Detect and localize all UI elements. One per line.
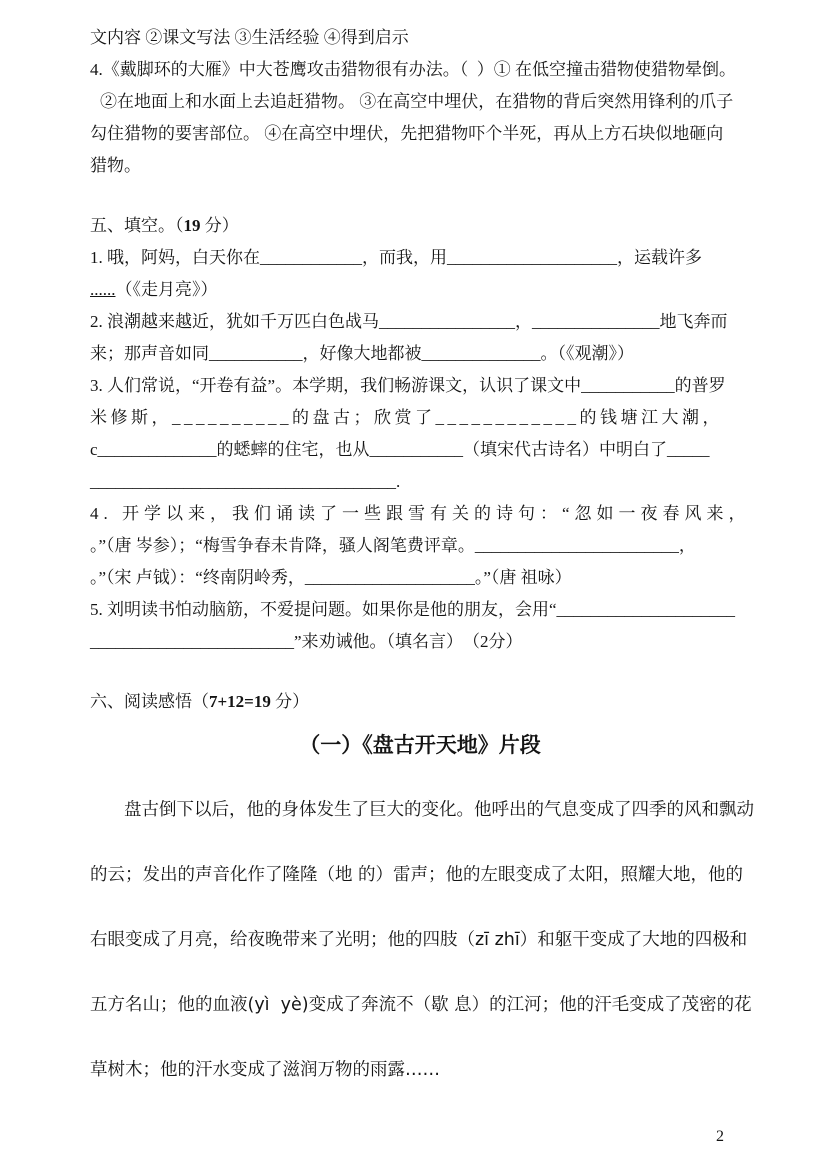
lead-line: 文内容 ②课文写法 ③生活经验 ④得到启示	[90, 28, 409, 47]
passage-line-1: 盘古倒下以后，他的身体发生了巨大的变化。他呼出的气息变成了四季的风和飘动	[124, 800, 754, 820]
fill-blank-q3-line2: 米修斯，__________的盘古；欣赏了____________的钱塘江大潮，	[90, 408, 723, 427]
fill-blank-q4-line2: 。”（唐 岑参）；“梅雪争春未肯降，骚人阁笔费评章。________________________，	[90, 536, 696, 555]
page-content	[90, 22, 754, 1103]
section6-score: 7+12=19	[209, 692, 271, 711]
fill-blank-q5-line1: 5. 刘明读书怕动脑筋，不爱提问题。如果你是他的朋友，会用“_____________________	[90, 600, 736, 619]
q1-ellipsis-blank: ......	[90, 280, 116, 299]
section5-title	[90, 210, 750, 242]
passage-line-3: 右眼变成了月亮，给夜晚带来了光明；他的四肢（zī zhī）和躯干变成了大地的四极和	[90, 930, 748, 950]
question4-line-4: 猎物。	[90, 156, 141, 175]
fill-blank-q5-line2: ________________________”来劝诫他。（填名言） （2分）	[90, 632, 523, 651]
fill-blank-q3-line4: ____________________________________.	[90, 472, 401, 491]
fill-blank-q1-line1: 1. 哦，阿妈，白天你在____________，而我，用____________________，运载许多	[90, 248, 702, 267]
question4-line-3: 勾住猎物的要害部位。 ④在高空中埋伏，先把猎物吓个半死，再从上方石块似地砸向	[90, 124, 724, 143]
passage-line-2: 的云；发出的声音化作了隆隆（地 的）雷声；他的左眼变成了太阳，照耀大地，他的	[90, 865, 744, 885]
fill-blank-q3-line1: 3. 人们常说，“开卷有益”。本学期，我们畅游课文，认识了课文中___________的普罗	[90, 376, 726, 395]
fill-blank-q2-line2: 来；那声音如同___________，好像大地都被______________。（《观潮》）	[90, 344, 634, 363]
question4-line-2: ②在地面上和水面上去追赶猎物。 ③在高空中埋伏，在猎物的背后突然用锋利的爪子	[100, 92, 734, 111]
page-number: 2	[716, 1128, 724, 1145]
section6-title-post: 分）	[270, 692, 310, 711]
fill-blank-q4-line1: 4. 开学以来，我们诵读了一些跟雪有关的诗句：“忽如一夜春风来，	[90, 504, 751, 523]
passage-title: （一）《盘古开天地》片段	[299, 733, 541, 757]
fill-blank-q3-line3: c______________的蟋蟀的住宅，也从___________（填宋代古诗名）中明白了_____	[90, 440, 710, 459]
fill-blank-q2-line1: 2. 浪潮越来越近，犹如千万匹白色战马________________，_______________地飞奔而	[90, 312, 728, 331]
section6-title-pre: 六、阅读感悟（	[90, 692, 209, 711]
fill-blank-q1-line2	[90, 274, 750, 306]
q1-source: （《走月亮》）	[115, 280, 218, 299]
passage-line-4: 五方名山；他的血液(yì yè)变成了奔流不（歇 息）的江河；他的汗毛变成了茂密的花	[90, 995, 752, 1015]
section6-title	[90, 686, 750, 718]
question4-line-1: 4.《戴脚环的大雁》中大苍鹰攻击猎物很有办法。（ ）① 在低空撞击猎物使猎物晕倒。	[90, 60, 736, 79]
passage-line-5: 草树木；他的汗水变成了滋润万物的雨露……	[90, 1060, 440, 1080]
section5-score: 19	[183, 216, 201, 235]
passage-body	[90, 778, 754, 1103]
section5-title-post: 分）	[200, 216, 239, 235]
fill-blank-q4-line3: 。”（宋 卢钺）：“终南阴岭秀，____________________。”（唐 祖咏）	[90, 568, 572, 587]
section5-title-pre: 五、填空。（	[90, 216, 184, 235]
